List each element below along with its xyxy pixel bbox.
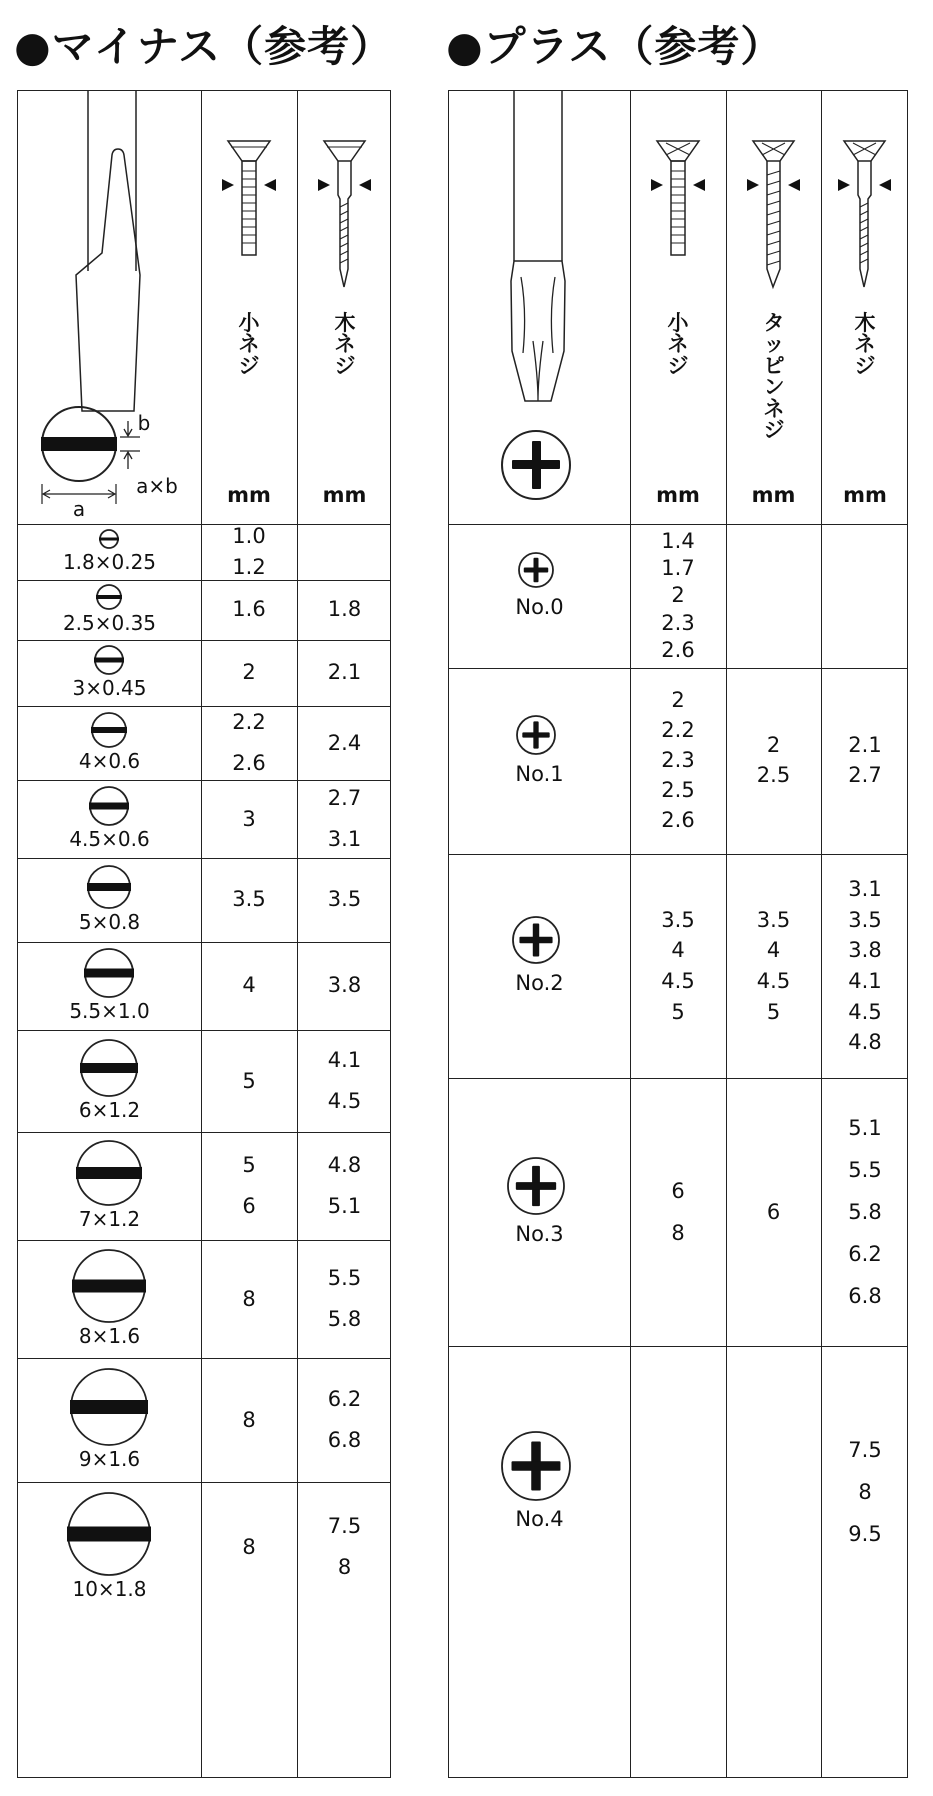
- value-text: 2.7: [848, 763, 882, 787]
- value-text: 3.1: [848, 877, 882, 902]
- value-text: 2.6: [661, 807, 695, 832]
- countersunk-machine-screw-icon: [630, 91, 726, 524]
- wood-screw-values: [297, 1482, 392, 1612]
- slotted-tip-icon: [18, 785, 201, 827]
- small-screw-values: [630, 668, 726, 854]
- wood-screw-values: [297, 780, 392, 858]
- row-divider: [18, 780, 390, 781]
- phillips-tip-icon: [449, 91, 630, 524]
- row-divider: [18, 1132, 390, 1133]
- tapping-screw-values: [726, 668, 821, 854]
- value-text: 6: [671, 1179, 685, 1203]
- small-screw-values: [201, 524, 297, 580]
- tip-size-label: 4×0.6: [78, 748, 141, 773]
- value-text: 8: [337, 1555, 352, 1579]
- small-screw-values: [201, 780, 297, 858]
- slotted-tip-icon: [18, 1248, 201, 1324]
- value-text: 7.5: [327, 1514, 362, 1539]
- phillips-tip-icon: [449, 915, 630, 965]
- small-screw-values: [630, 1346, 726, 1637]
- row-divider: [18, 1358, 390, 1359]
- slotted-tip-icon: [18, 1038, 201, 1098]
- value-text: 2.3: [661, 748, 695, 773]
- slotted-tip-icon: [18, 711, 201, 749]
- tip-a-label: a: [72, 496, 86, 521]
- value-text: 5: [242, 1068, 256, 1093]
- row-divider: [18, 1482, 390, 1483]
- value-text: 2.6: [232, 751, 266, 775]
- countersunk-wood-screw-icon: [821, 91, 909, 524]
- value-text: 2.5: [756, 763, 791, 787]
- value-text: 9.5: [848, 1521, 882, 1546]
- value-text: 1.4: [661, 528, 695, 553]
- tip-size-label: 3×0.45: [72, 675, 147, 700]
- value-text: 8: [671, 1221, 685, 1245]
- value-text: 3.1: [327, 827, 362, 851]
- phillips-tip-icon: [449, 551, 630, 589]
- wood-screw-values: [297, 1030, 392, 1132]
- phillips-tip-icon: [449, 1156, 630, 1216]
- value-text: 3.5: [232, 887, 266, 912]
- value-text: 2.2: [232, 710, 266, 735]
- small-screw-values: [630, 524, 726, 668]
- wood-screw-values: [297, 580, 392, 640]
- value-text: 4.8: [848, 1030, 882, 1055]
- value-text: 2.4: [327, 730, 362, 755]
- tip-size-label: No.4: [515, 1507, 564, 1532]
- tip-size-label: 7×1.2: [78, 1206, 141, 1231]
- value-text: 8: [242, 1286, 256, 1311]
- tapping-screw-values: [726, 1346, 821, 1637]
- tip-size-label: 1.8×0.25: [62, 549, 157, 574]
- value-text: 1.0: [232, 523, 266, 548]
- value-text: 5.8: [327, 1307, 362, 1331]
- row-divider: [449, 854, 907, 855]
- slotted-tip-icon: [18, 644, 201, 676]
- value-text: 6.8: [327, 1428, 362, 1452]
- wood-screw-values: [297, 858, 392, 942]
- tip-size-label: 9×1.6: [78, 1446, 141, 1471]
- value-text: 4.8: [327, 1153, 362, 1178]
- value-text: 4: [242, 973, 256, 998]
- wood-screw-values: [821, 1346, 909, 1637]
- small-screw-values: [201, 858, 297, 942]
- value-text: 2: [242, 660, 256, 685]
- value-text: 2.5: [661, 777, 695, 802]
- wood-screw-values: [821, 668, 909, 854]
- value-text: 5: [671, 999, 685, 1024]
- minus-unit-wood: mm: [322, 483, 367, 507]
- row-divider: [18, 1240, 390, 1241]
- row-divider: [18, 580, 390, 581]
- value-text: 2.1: [848, 733, 882, 758]
- value-text: 5.5: [327, 1266, 362, 1291]
- value-text: 5: [242, 1153, 256, 1178]
- plus-title: ●プラス（参考）: [446, 22, 784, 71]
- minus-col-small-screw: 小 ネ ジ: [238, 311, 260, 378]
- wood-screw-values: [297, 1132, 392, 1240]
- value-text: 4: [766, 938, 781, 963]
- value-text: 6: [242, 1194, 256, 1218]
- row-divider: [449, 668, 907, 669]
- value-text: 1.6: [232, 597, 266, 622]
- slotted-tip-icon: [18, 1491, 201, 1577]
- small-screw-values: [201, 580, 297, 640]
- wood-screw-values: [297, 640, 392, 706]
- wood-screw-values: [821, 524, 909, 668]
- plus-unit-wood: mm: [843, 483, 887, 507]
- plus-table: [448, 90, 908, 1778]
- value-text: 2.2: [661, 718, 695, 743]
- minus-unit-small: mm: [227, 483, 271, 507]
- wood-screw-values: [297, 524, 392, 580]
- value-text: 7.5: [848, 1437, 882, 1462]
- slotted-tip-icon: [18, 1139, 201, 1207]
- value-text: 1.7: [661, 556, 695, 581]
- value-text: 3.8: [848, 938, 882, 963]
- value-text: 3.5: [756, 907, 791, 932]
- small-screw-values: [630, 854, 726, 1078]
- row-divider: [449, 1078, 907, 1079]
- value-text: 5: [766, 999, 781, 1024]
- value-text: 1.8: [327, 597, 362, 622]
- small-screw-values: [201, 1240, 297, 1358]
- value-text: 5.1: [327, 1194, 362, 1218]
- value-text: 4: [671, 938, 685, 963]
- value-text: 3: [242, 806, 256, 831]
- value-text: 1.2: [232, 555, 266, 579]
- tip-b-label: b: [137, 410, 151, 435]
- wood-screw-values: [297, 1240, 392, 1358]
- value-text: 5.1: [848, 1116, 882, 1140]
- row-divider: [18, 942, 390, 943]
- countersunk-wood-screw-icon: [297, 91, 392, 524]
- small-screw-values: [201, 1358, 297, 1482]
- plus-col-tapping-screw: タ ッ ピ ン ネ ジ: [763, 311, 785, 443]
- plus-col-small-screw: 小 ネ ジ: [667, 311, 689, 378]
- tip-size-label: No.3: [515, 1221, 564, 1246]
- value-text: 4.5: [661, 969, 695, 993]
- tip-size-label: 5.5×1.0: [69, 998, 150, 1023]
- plus-unit-tapping: mm: [751, 483, 796, 507]
- wood-screw-values: [821, 854, 909, 1078]
- slotted-tip-icon: [18, 947, 201, 999]
- small-screw-values: [201, 640, 297, 706]
- value-text: 4.5: [756, 969, 791, 993]
- tip-size-label: No.1: [515, 761, 564, 786]
- tapping-screw-values: [726, 524, 821, 668]
- value-text: 2: [766, 733, 781, 758]
- small-screw-values: [201, 1030, 297, 1132]
- tip-size-label: No.0: [515, 594, 564, 619]
- wood-screw-values: [821, 1078, 909, 1346]
- value-text: 8: [242, 1407, 256, 1432]
- value-text: 3.5: [661, 907, 695, 932]
- wood-screw-values: [297, 942, 392, 1030]
- small-screw-values: [201, 706, 297, 780]
- value-text: 4.1: [327, 1048, 362, 1073]
- value-text: 6.2: [327, 1387, 362, 1412]
- value-text: 2: [671, 688, 685, 713]
- value-text: 8: [242, 1534, 256, 1559]
- slotted-tip-icon: [18, 864, 201, 910]
- value-text: 6.2: [848, 1242, 882, 1266]
- row-divider: [449, 1346, 907, 1347]
- tip-size-label: 10×1.8: [72, 1576, 147, 1601]
- tip-axb-label: a×b: [136, 473, 178, 498]
- value-text: 2: [671, 583, 685, 608]
- tip-size-label: 4.5×0.6: [69, 826, 150, 851]
- value-text: 4.5: [848, 999, 882, 1024]
- value-text: 4.1: [848, 969, 882, 993]
- value-text: 5.5: [848, 1158, 882, 1182]
- wood-screw-values: [297, 1358, 392, 1482]
- minus-table: [17, 90, 391, 1778]
- value-text: 2.6: [661, 637, 695, 662]
- value-text: 2.7: [327, 786, 362, 811]
- small-screw-values: [201, 1132, 297, 1240]
- tip-size-label: 2.5×0.35: [62, 610, 157, 635]
- value-text: 5.8: [848, 1200, 882, 1224]
- tip-size-label: No.2: [515, 970, 564, 995]
- minus-col-wood-screw: 木 ネ ジ: [334, 311, 356, 378]
- value-text: 3.5: [848, 907, 882, 932]
- value-text: 3.8: [327, 973, 362, 998]
- plus-unit-small: mm: [656, 483, 700, 507]
- tapping-screw-values: [726, 1078, 821, 1346]
- value-text: 6: [766, 1200, 781, 1224]
- slotted-tip-icon: [18, 91, 201, 524]
- phillips-tip-icon: [449, 1430, 630, 1502]
- countersunk-machine-screw-icon: [201, 91, 297, 524]
- small-screw-values: [630, 1078, 726, 1346]
- row-divider: [18, 1030, 390, 1031]
- row-divider: [18, 640, 390, 641]
- value-text: 6.8: [848, 1284, 882, 1308]
- tip-size-label: 8×1.6: [78, 1323, 141, 1348]
- row-divider: [18, 706, 390, 707]
- value-text: 2.1: [327, 660, 362, 685]
- slotted-tip-icon: [18, 1367, 201, 1447]
- row-divider: [18, 858, 390, 859]
- small-screw-values: [201, 942, 297, 1030]
- plus-col-wood-screw: 木 ネ ジ: [854, 311, 876, 378]
- tip-size-label: 6×1.2: [78, 1097, 141, 1122]
- value-text: 4.5: [327, 1089, 362, 1113]
- tip-size-label: 5×0.8: [78, 909, 141, 934]
- value-text: 3.5: [327, 887, 362, 912]
- tapping-screw-values: [726, 854, 821, 1078]
- small-screw-values: [201, 1482, 297, 1612]
- minus-title: ●マイナス（参考）: [14, 22, 394, 71]
- wood-screw-values: [297, 706, 392, 780]
- phillips-tip-icon: [449, 714, 630, 756]
- tapping-screw-icon: [726, 91, 821, 524]
- value-text: 2.3: [661, 610, 695, 635]
- value-text: 8: [858, 1479, 872, 1504]
